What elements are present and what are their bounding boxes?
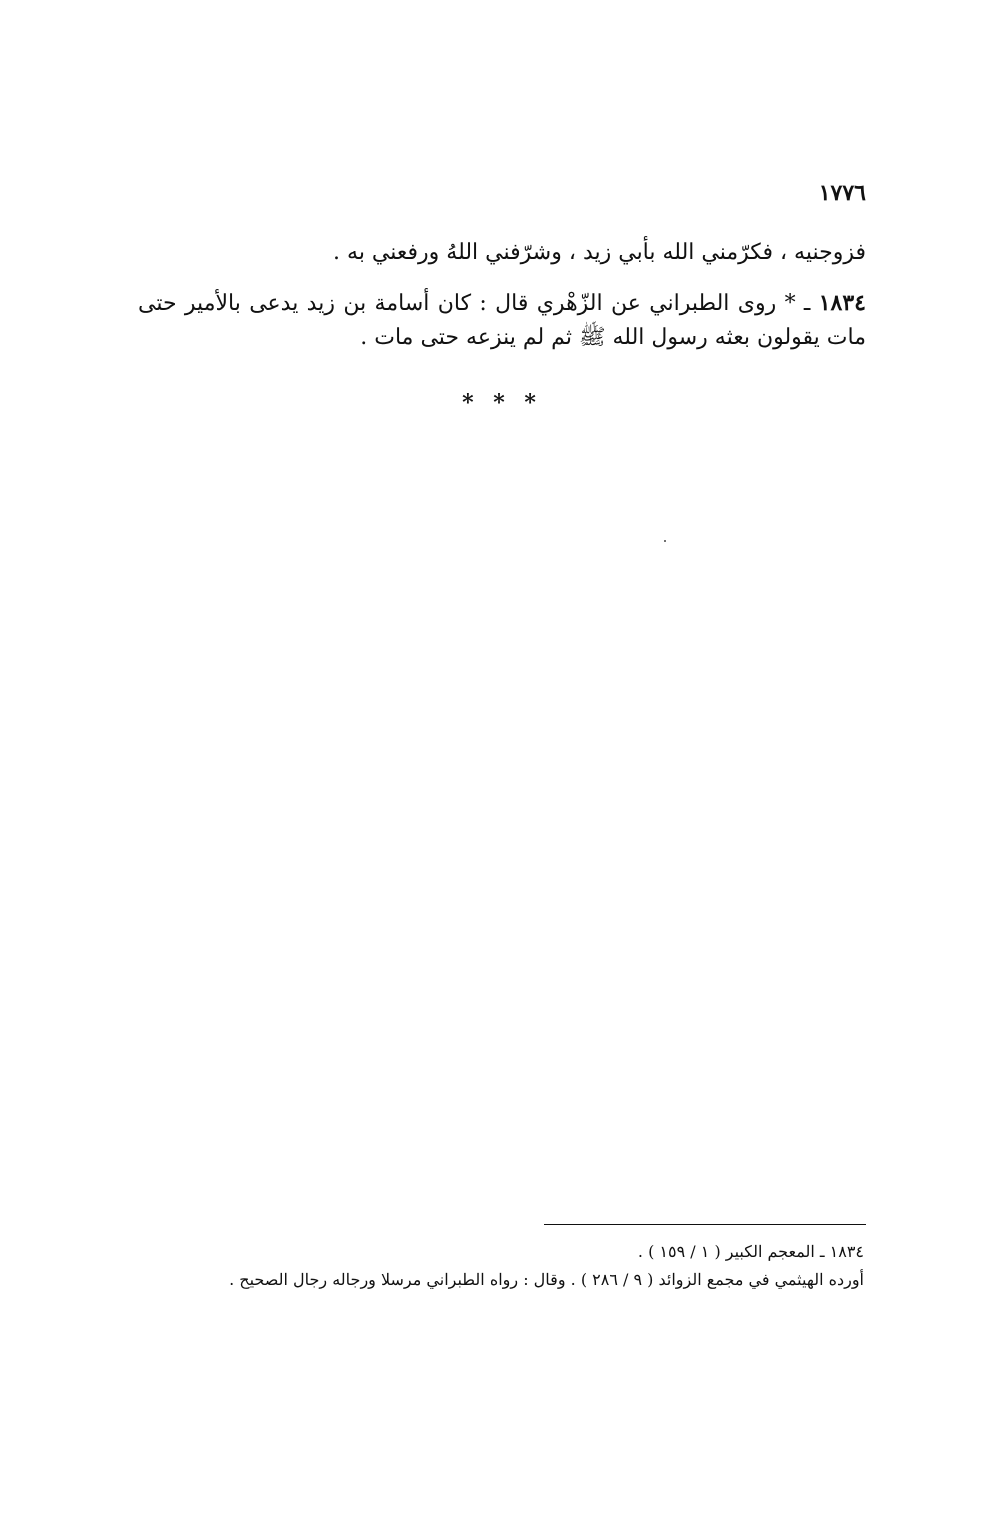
ink-speck (664, 540, 666, 542)
text-line-continuation: فزوجنيه ، فكرّمني الله بأبي زيد ، وشرّفني اللهُ ورفعني به . (333, 240, 866, 265)
hadith-text: روى الطبراني عن الزّهْري قال : كان أسامة بن زيد يدعى بالأمير حتى مات يقولون بعثه رسول الله ﷺ ثم لم ينزعه حتى مات . (138, 291, 866, 351)
hadith-marker: ـ * (776, 291, 819, 317)
footnote-line-2: أورده الهيثمي في مجمع الزوائد ( ٩ / ٢٨٦ ) . وقال : رواه الطبراني مرسلا ورجاله رجال الصحيح . (229, 1270, 864, 1289)
hadith-paragraph (138, 286, 866, 355)
main-text (138, 236, 866, 369)
section-separator: * * * (462, 390, 542, 416)
footnote-line-1: ١٨٣٤ ـ المعجم الكبير ( ١ / ١٥٩ ) . (637, 1242, 864, 1261)
page-number: ١٧٧٦ (818, 180, 866, 206)
footnotes (164, 1238, 864, 1294)
hadith-number: ١٨٣٤ (818, 290, 866, 317)
footnote-divider (544, 1224, 866, 1225)
